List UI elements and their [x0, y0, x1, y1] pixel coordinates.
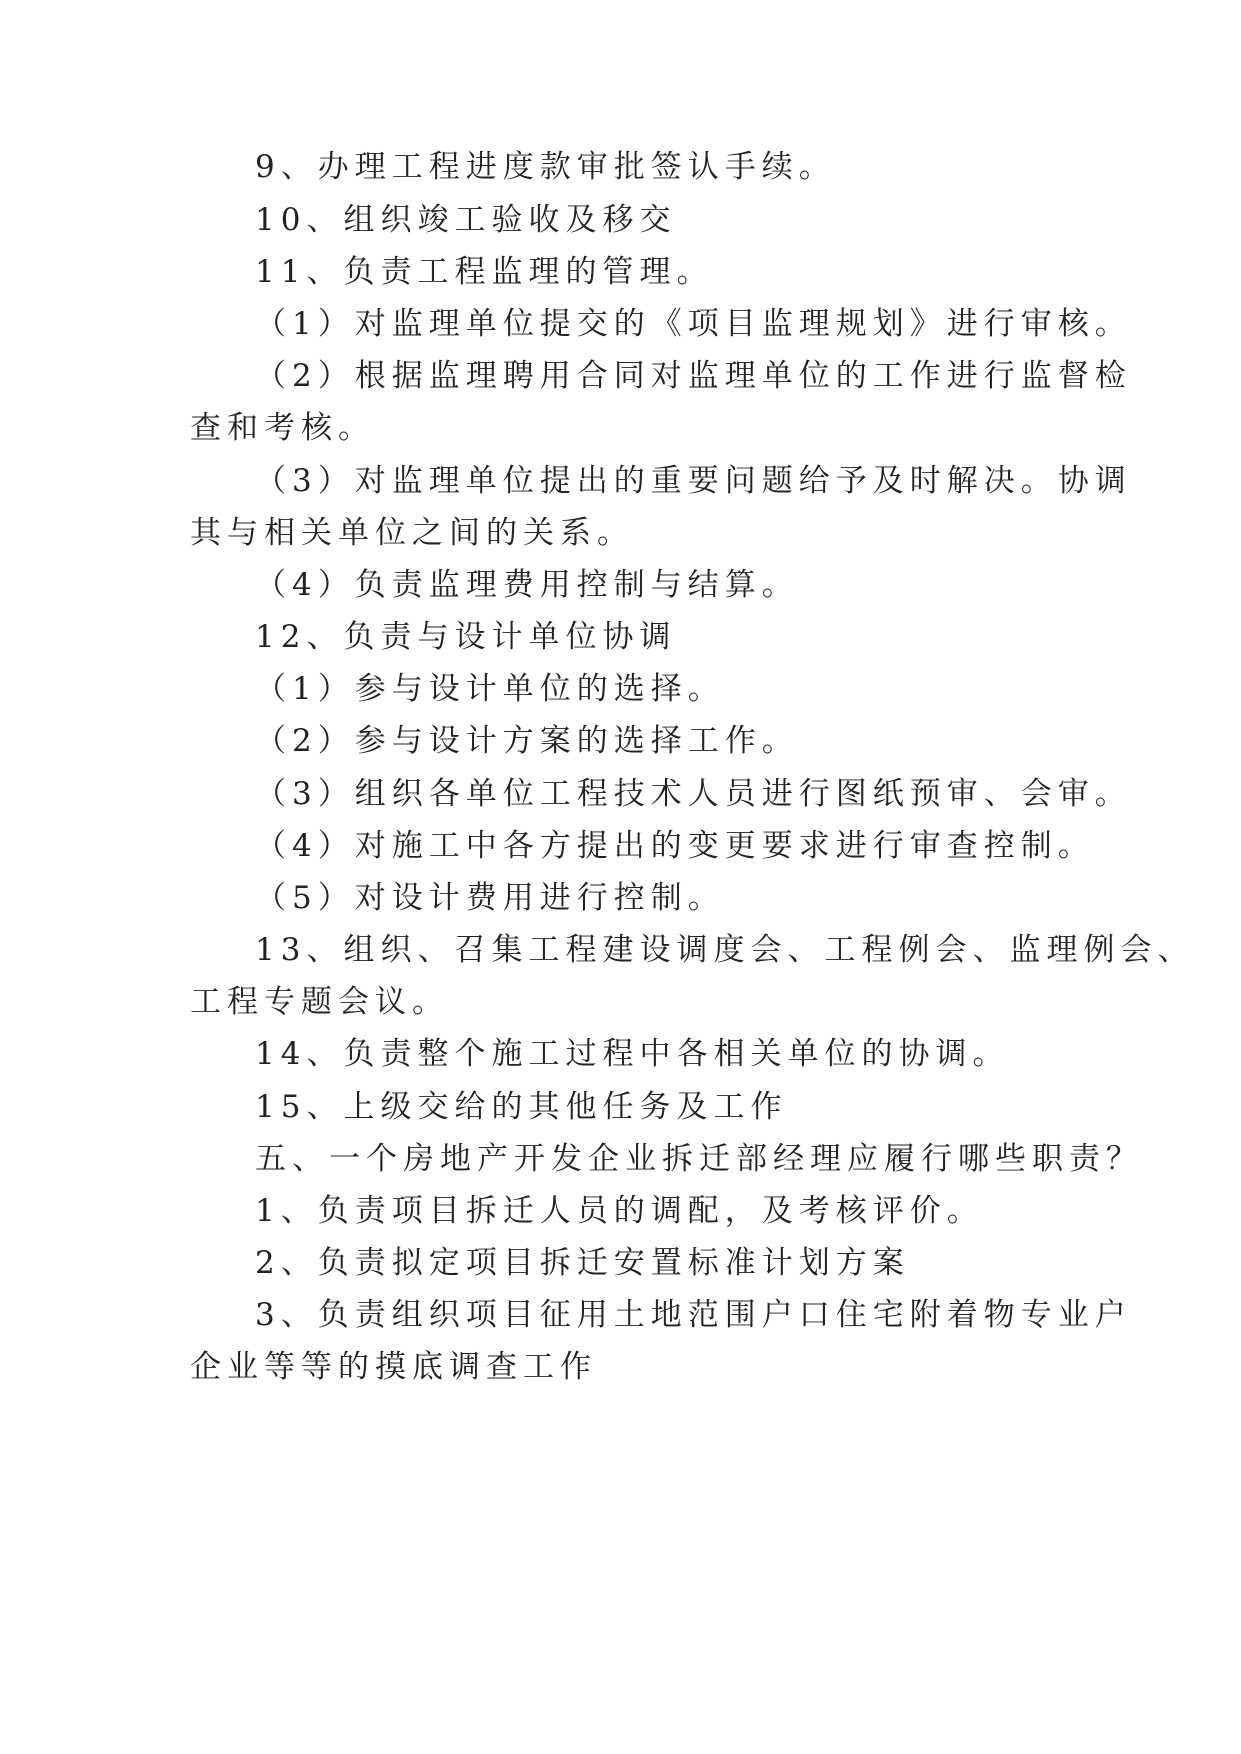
- text-line: 14、负责整个施工过程中各相关单位的协调。: [255, 1036, 1010, 1072]
- text-line: （5）对设计费用进行控制。: [255, 880, 725, 916]
- text-line: 企业等等的摸底调查工作: [190, 1349, 597, 1385]
- text-line: （2）根据监理聘用合同对监理单位的工作进行监督检: [255, 358, 1132, 394]
- text-line: 10、组织竣工验收及移交: [255, 202, 677, 238]
- text-line: 其与相关单位之间的关系。: [190, 515, 634, 551]
- text-line: 工程专题会议。: [190, 984, 449, 1020]
- text-line: 查和考核。: [190, 410, 375, 446]
- text-line: （2）参与设计方案的选择工作。: [255, 723, 799, 759]
- text-line: （1）对监理单位提交的《项目监理规划》进行审核。: [255, 306, 1132, 342]
- text-line: 五、一个房地产开发企业拆迁部经理应履行哪些职责？: [255, 1141, 1143, 1177]
- text-line: 11、负责工程监理的管理。: [255, 254, 714, 290]
- text-line: （3）对监理单位提出的重要问题给予及时解决。协调: [255, 463, 1132, 499]
- text-line: 2、负责拟定项目拆迁安置标准计划方案: [255, 1245, 910, 1281]
- text-line: 3、负责组织项目征用土地范围户口住宅附着物专业户: [255, 1297, 1132, 1333]
- text-line: （3）组织各单位工程技术人员进行图纸预审、会审。: [255, 776, 1132, 812]
- text-line: 1、负责项目拆迁人员的调配，及考核评价。: [255, 1193, 984, 1229]
- text-line: （1）参与设计单位的选择。: [255, 671, 725, 707]
- text-line: （4）负责监理费用控制与结算。: [255, 567, 799, 603]
- text-line: 15、上级交给的其他任务及工作: [255, 1089, 788, 1125]
- text-line: 12、负责与设计单位协调: [255, 619, 677, 655]
- text-line: 9、办理工程进度款审批签认手续。: [255, 149, 836, 185]
- text-line: （4）对施工中各方提出的变更要求进行审查控制。: [255, 828, 1095, 864]
- text-line: 13、组织、召集工程建设调度会、工程例会、监理例会、: [255, 932, 1195, 968]
